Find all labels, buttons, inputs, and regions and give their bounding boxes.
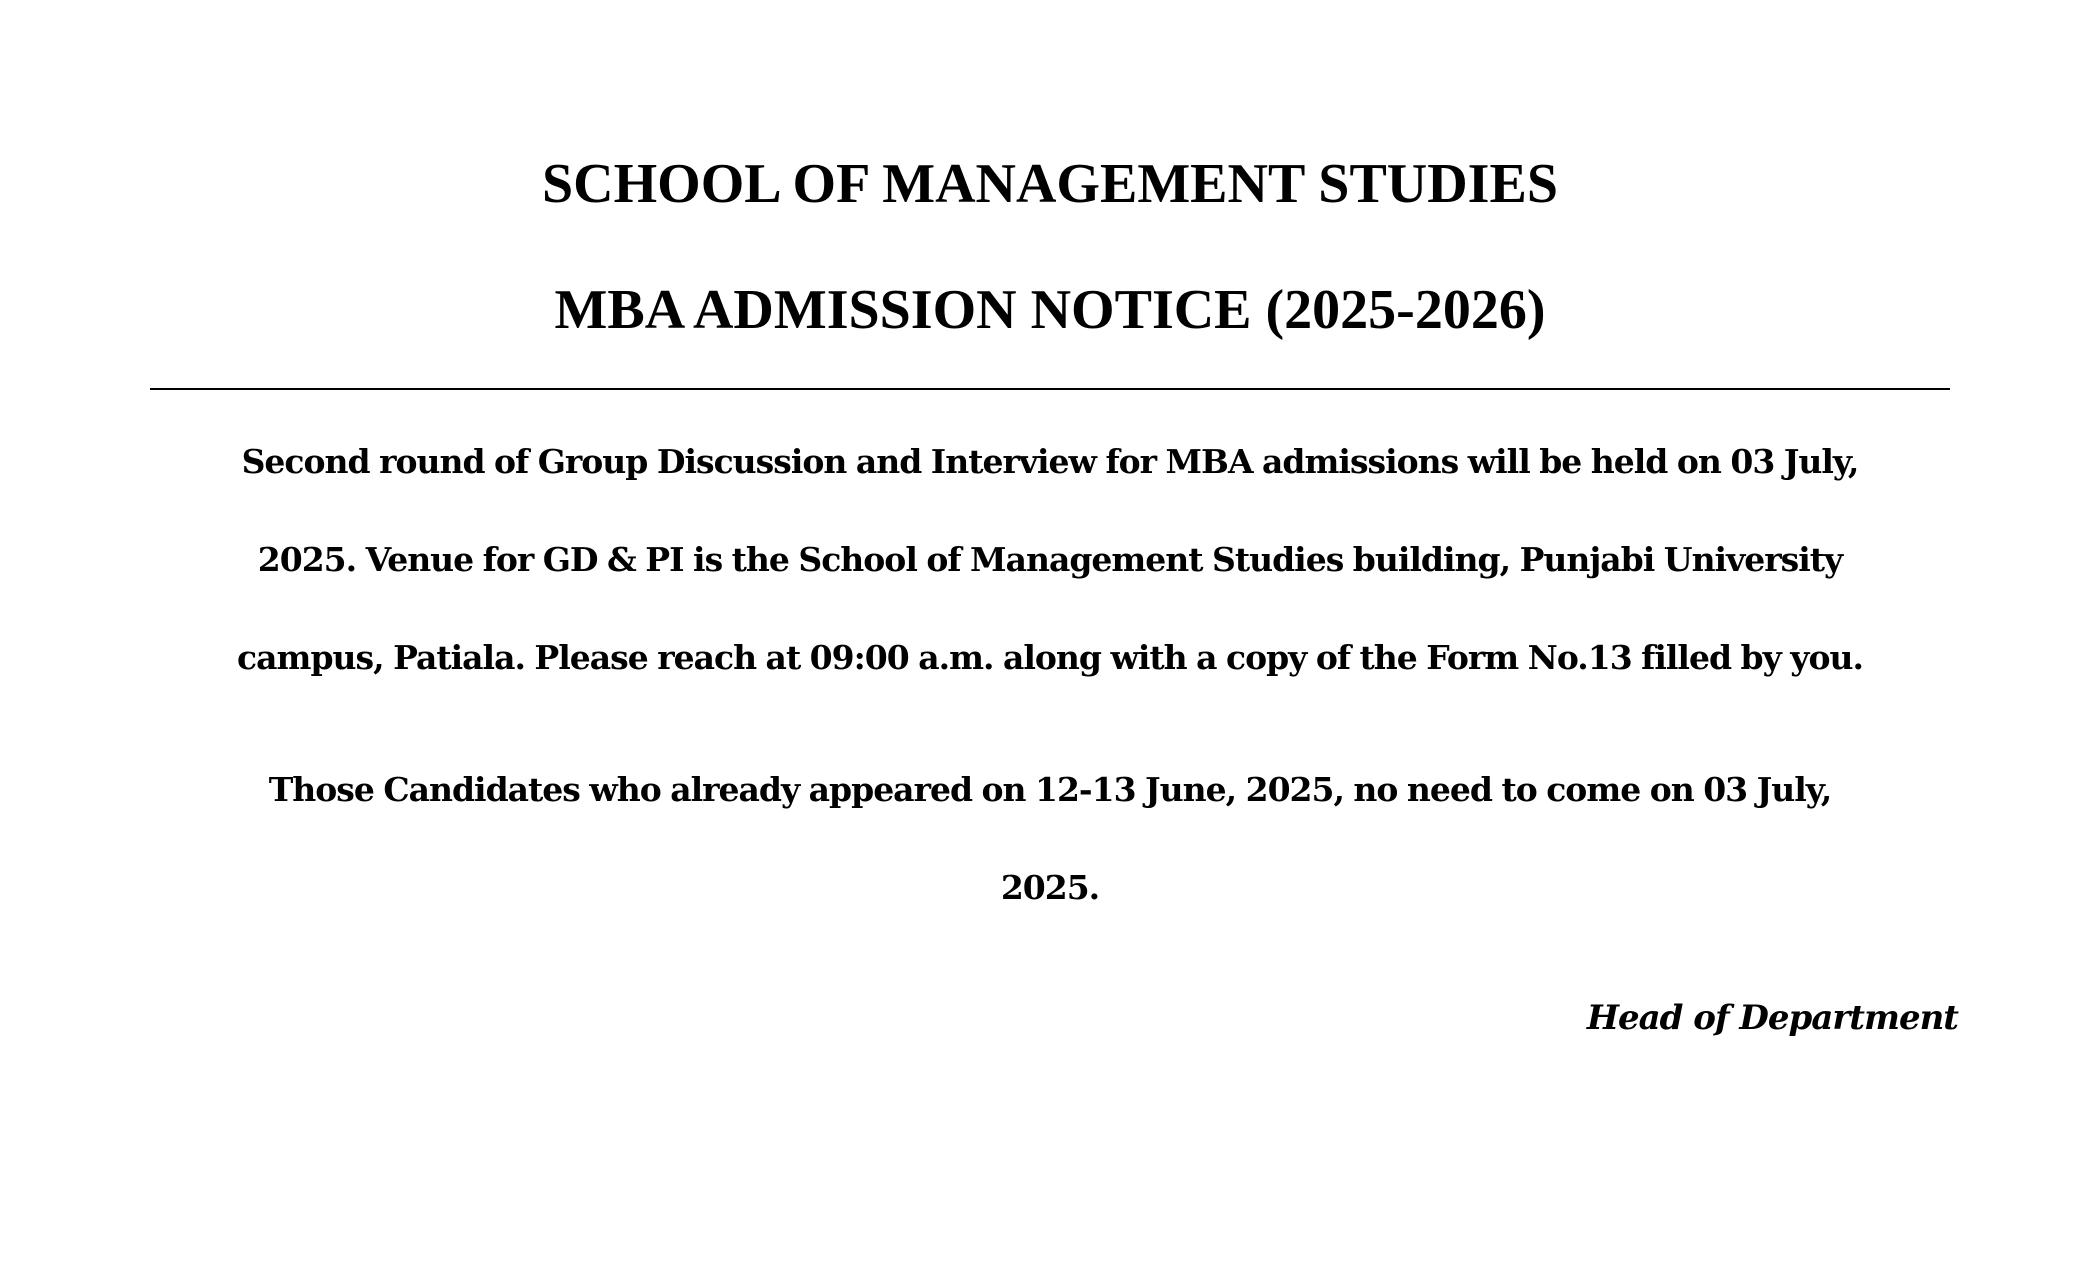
paragraph1-line: Second round of Group Discussion and Interview for MBA admissions will be held on 03 July, (241, 442, 1859, 481)
paragraph1-line: campus, Patiala. Please reach at 09:00 a.m. along with a copy of the Form No.13 filled by you. (237, 638, 1863, 677)
paragraph2-line: 2025. (1000, 868, 1100, 907)
signature-hod: Head of Department (1586, 998, 1958, 1038)
notice-title: MBA ADMISSION NOTICE (2025-2026) (554, 279, 1546, 341)
header-divider (150, 388, 1950, 390)
paragraph1-line: 2025. Venue for GD & PI is the School of Management Studies building, Punjabi University (257, 540, 1843, 579)
paragraph2-line: Those Candidates who already appeared on 12-13 June, 2025, no need to come on 03 July, (268, 770, 1832, 809)
institution-title: SCHOOL OF MANAGEMENT STUDIES (542, 153, 1558, 215)
